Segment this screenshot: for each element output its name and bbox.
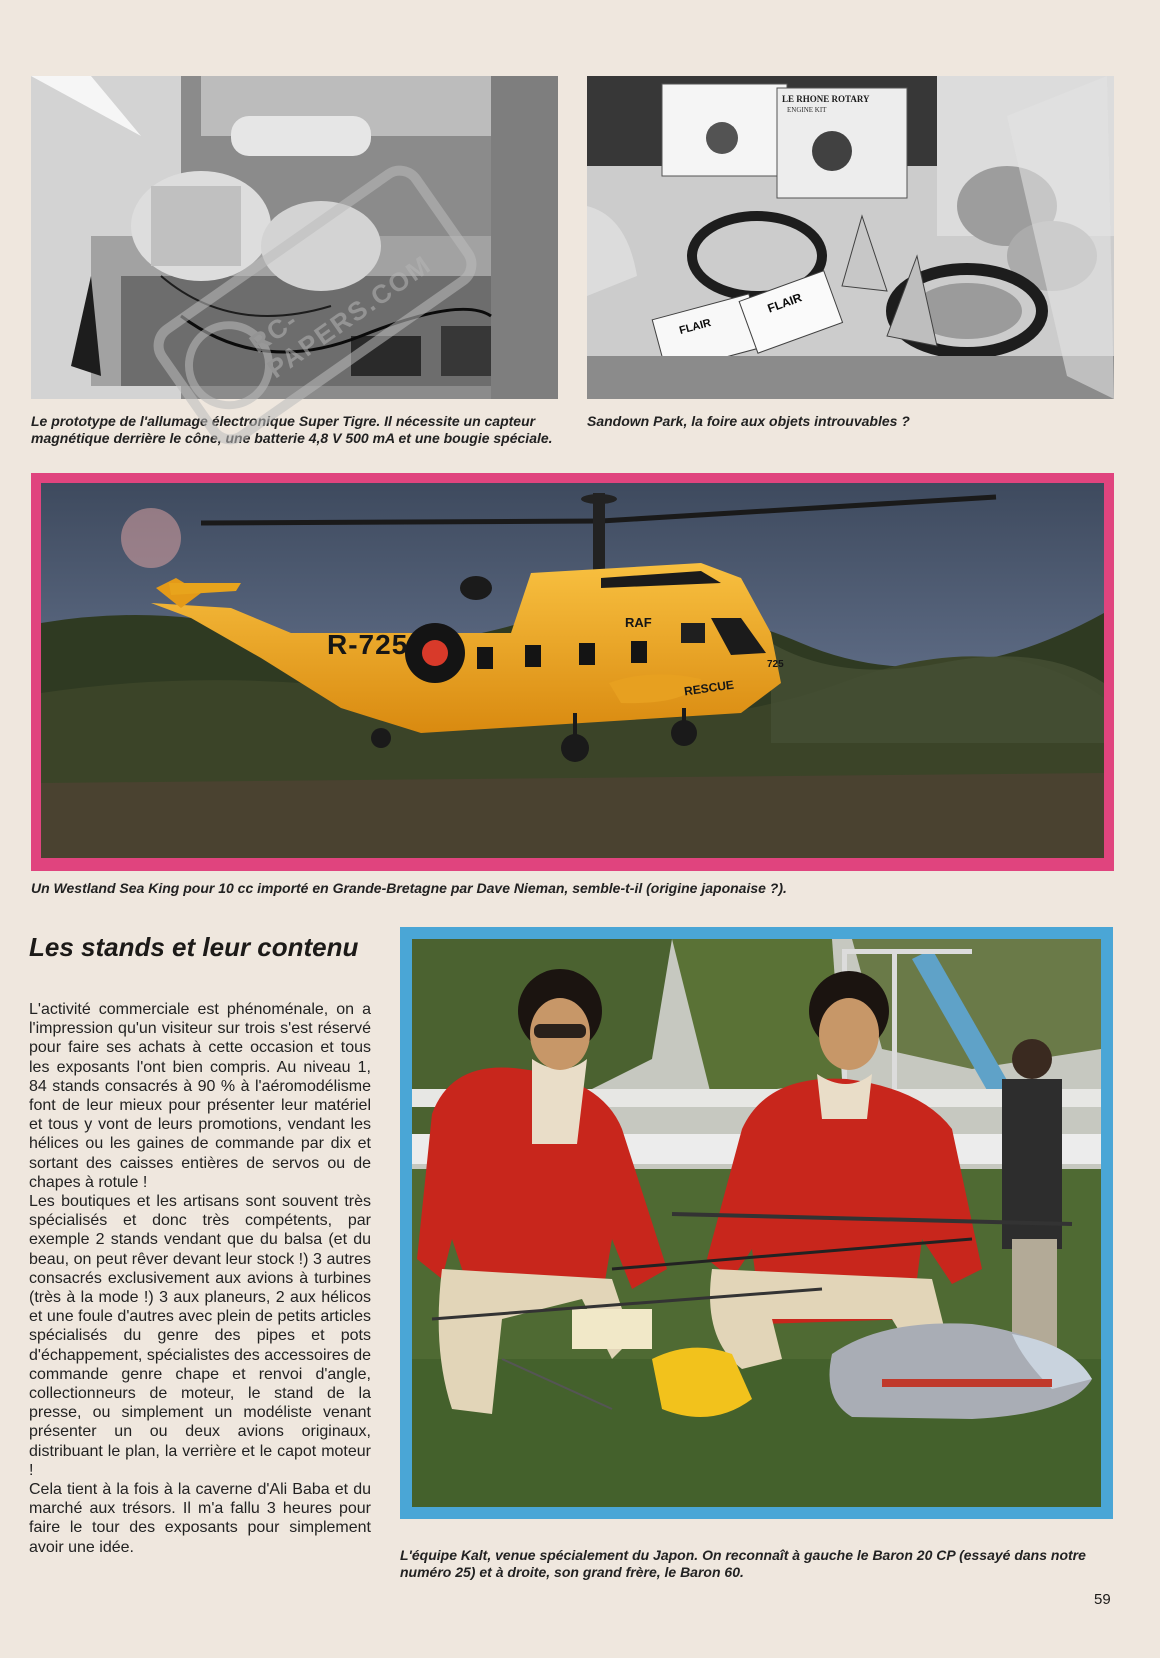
team-caption: L'équipe Kalt, venue spécialement du Japon. On reconnaît à gauche le Baron 20 CP (essayé dans notre numéro 25) et à droite, son grand frère, le Baron 60. [400, 1547, 1086, 1580]
fair-photo [587, 76, 1114, 399]
fair-caption: Sandown Park, la foire aux objets introuvables ? [587, 413, 910, 429]
heli-raf-text: RAF [625, 615, 652, 630]
page-number: 59 [1094, 1591, 1111, 1608]
flair-tag-2: FLAIR [677, 317, 713, 337]
engine-caption: Le prototype de l'allumage électronique Super Tigre. Il nécessite un capteur magnétique derrière le cône, une batterie 4,8 V 500 mA et une bougie spéciale. [31, 413, 553, 446]
heli-registration: R-725 [327, 629, 409, 660]
kit-box-title: LE RHONE ROTARY [782, 94, 870, 104]
section-heading: Les stands et leur contenu [29, 932, 359, 962]
flair-tag-1: FLAIR [765, 290, 804, 316]
heli-rescue-text: RESCUE [683, 677, 735, 699]
watermark-text: RC-PAPERS.COM [243, 248, 437, 385]
article-paragraph-3: Cela tient à la fois à la caverne d'Ali Baba et du marché aux trésors. Il m'a fallu 3 heures pour faire le tour des exposants pour simplement avoir une idée. [29, 1481, 371, 1556]
helicopter-caption: Un Westland Sea King pour 10 cc importé en Grande-Bretagne par Dave Nieman, semble-t-il (origine japonaise ?). [31, 880, 787, 896]
article-paragraph-2: Les boutiques et les artisans sont souvent très spécialisés et donc très compétents, par exemple 2 stands vendant que du balsa (et du beau, on peut rêver devant leur stock !) 3 autres consacrés exclusivement aux avions à turbines (très à la mode !) 3 aux planeurs, 2 aux hélicos et une foule d'autres avec plein de petits articles spécialisés du genre des pipes et pots d'échappement, spécialistes des accessoires de commande genre chape et renvoi d'angle, collectionneurs de moteur, le stand de la presse, ou simplement un modéliste venant présenter un ou deux avions originaux, distribuant le plan, la verrière et le capot moteur ! [29, 1193, 371, 1479]
article-paragraph-1: L'activité commerciale est phénoménale, on a l'impression qu'un visiteur sur trois s'est réservé pour faire ses achats à cette occasion et tous les exposants l'ont bien compris. Au niveau 1, 84 stands consacrés à 90 % à l'aéromodélisme font de leur mieux pour présenter leur matériel et tous y vont de leurs promotions, vendant les hélices ou les gaines de commande par dix et sortant des caisses entières de servos ou de chapes à rotule ! [29, 1001, 371, 1191]
helicopter-photo [41, 483, 1104, 858]
kit-box-subtitle: ENGINE KIT [787, 106, 827, 114]
article-body [29, 1000, 371, 1557]
heli-tail-number: 725 [767, 659, 784, 670]
team-photo [412, 939, 1101, 1507]
